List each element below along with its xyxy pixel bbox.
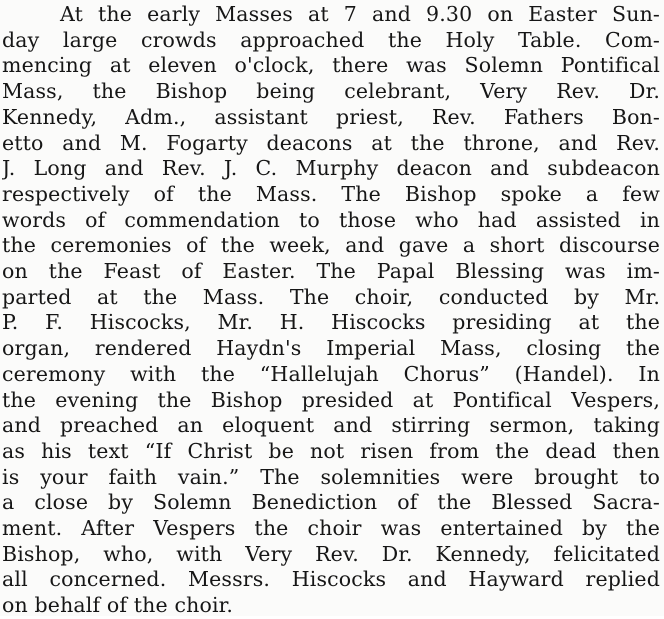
article-line: respectively of the Mass. The Bishop spoke a few xyxy=(2,181,660,206)
article-line: all concerned. Messrs. Hiscocks and Hayward replied xyxy=(2,567,660,592)
article-line: P. F. Hiscocks, Mr. H. Hiscocks presiding at the xyxy=(2,310,660,335)
article-line: Mass, the Bishop being celebrant, Very Rev. Dr. xyxy=(2,79,660,104)
article-line: on the Feast of Easter. The Papal Blessing was im- xyxy=(2,259,660,284)
article-line: etto and M. Fogarty deacons at the throne, and Rev. xyxy=(2,130,660,155)
article-line: organ, rendered Haydn's Imperial Mass, closing the xyxy=(2,336,660,361)
article-line: words of commendation to those who had assisted in xyxy=(2,207,660,232)
article-line: J. Long and Rev. J. C. Murphy deacon and subdeacon xyxy=(2,156,660,181)
article-line: the evening the Bishop presided at Pontifical Vespers, xyxy=(2,387,660,412)
article-line: and preached an eloquent and stirring sermon, taking xyxy=(2,413,660,438)
article-paragraph xyxy=(2,2,660,619)
article-line: day large crowds approached the Holy Table. Com- xyxy=(2,27,660,52)
article-line: mencing at eleven o'clock, there was Solemn Pontifical xyxy=(2,53,660,78)
article-line: on behalf of the choir. xyxy=(2,593,234,618)
article-line: ment. After Vespers the choir was entertained by the xyxy=(2,516,660,541)
article-line: is your faith vain.” The solemnities were brought to xyxy=(2,464,660,489)
article-line: Kennedy, Adm., assistant priest, Rev. Fathers Bon- xyxy=(2,104,660,129)
article-line: At the early Masses at 7 and 9.30 on Easter Sun- xyxy=(60,2,660,26)
article-line: parted at the Mass. The choir, conducted by Mr. xyxy=(2,284,660,309)
article-line: a close by Solemn Benediction of the Blessed Sacra- xyxy=(2,490,660,515)
article-line: ceremony with the “Hallelujah Chorus” (Handel). In xyxy=(2,361,660,386)
article-line: the ceremonies of the week, and gave a short discourse xyxy=(2,233,660,258)
article-line: Bishop, who, with Very Rev. Dr. Kennedy, felicitated xyxy=(2,541,660,566)
article-line: as his text “If Christ be not risen from the dead then xyxy=(2,438,660,463)
